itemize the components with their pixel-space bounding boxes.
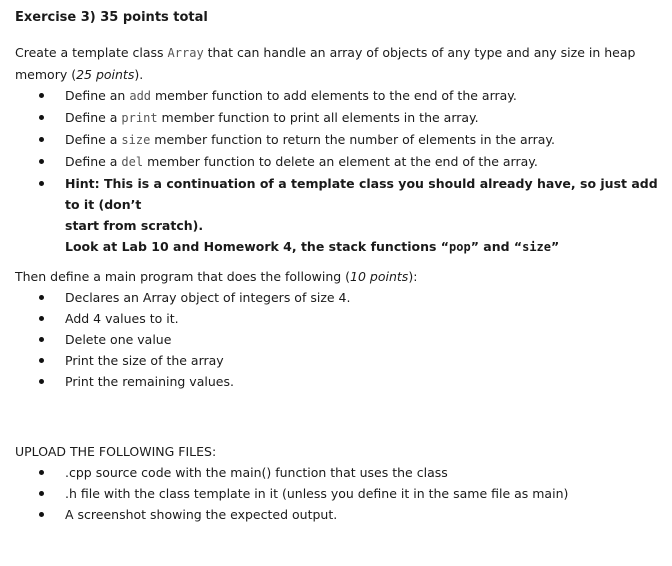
bullet-icon [39, 358, 44, 363]
exercise-title: Exercise 3) 35 points total [15, 10, 208, 25]
item-text: Add 4 values to it. [65, 311, 179, 326]
item-text: Define an [65, 88, 130, 103]
hint-text: Hint: This is a continuation of a template class you should already have, so just add to it (don’t [65, 176, 658, 212]
intro-text: ). [134, 67, 144, 82]
list-item [15, 350, 665, 371]
bullet-icon [39, 491, 44, 496]
hint-text: Look at Lab 10 and Homework 4, the stack functions “ [65, 239, 449, 254]
item-text: Declares an Array object of integers of size 4. [65, 290, 351, 305]
item-text: Print the size of the array [65, 353, 224, 368]
upload-list [15, 462, 665, 525]
intro-text: that can handle an array of objects of any type and any size in heap memory ( [15, 45, 636, 82]
item-code: print [121, 111, 158, 125]
item-text: Define a [65, 154, 122, 169]
main-program-text: ): [408, 269, 418, 284]
item-text: member function to return the number of elements in the array. [150, 132, 555, 147]
bullet-icon [39, 470, 44, 475]
hint-text: start from scratch). [65, 218, 204, 233]
hint-text: ” [551, 239, 560, 254]
bullet-icon [39, 512, 44, 517]
list-item [15, 483, 665, 504]
list-item [15, 504, 665, 525]
item-text: Define a [65, 132, 122, 147]
item-text: member function to delete an element at the end of the array. [143, 154, 538, 169]
list-item [15, 371, 665, 392]
item-code: del [121, 155, 144, 169]
requirements-list [15, 85, 665, 258]
item-text: Delete one value [65, 332, 172, 347]
main-program-points: 10 points [350, 269, 409, 284]
list-item [15, 308, 665, 329]
upload-title: UPLOAD THE FOLLOWING FILES: [15, 444, 217, 459]
main-program-paragraph [15, 266, 665, 287]
intro-text: Create a template class [15, 45, 168, 60]
item-text: .h file with the class template in it (unless you define it in the same file as main) [65, 486, 569, 501]
item-text: member function to add elements to the end of the array. [151, 88, 517, 103]
main-program-text: Then define a main program that does the following ( [15, 269, 351, 284]
bullet-icon [39, 337, 44, 342]
bullet-icon [39, 181, 44, 186]
hint-item [15, 173, 665, 258]
list-item [15, 129, 665, 151]
list-item [15, 85, 665, 107]
item-text: member function to print all elements in the array. [157, 110, 479, 125]
bullet-icon [39, 379, 44, 384]
bullet-icon [39, 316, 44, 321]
list-item [15, 329, 665, 350]
item-code: size [121, 133, 151, 147]
item-code: add [129, 89, 152, 103]
item-text: Define a [65, 110, 122, 125]
document-page [15, 8, 665, 525]
item-text: .cpp source code with the main() function that uses the class [65, 465, 448, 480]
hint-text: ” and “ [470, 239, 523, 254]
bullet-icon [39, 159, 44, 164]
intro-code: Array [167, 46, 204, 60]
list-item [15, 151, 665, 173]
intro-paragraph [15, 42, 640, 85]
hint-reference [65, 236, 665, 258]
list-item [15, 462, 665, 483]
main-program-list [15, 287, 665, 392]
bullet-icon [39, 295, 44, 300]
bullet-icon [39, 115, 44, 120]
item-text: A screenshot showing the expected output. [65, 507, 338, 522]
hint-code: size [522, 240, 552, 254]
bullet-icon [39, 137, 44, 142]
list-item [15, 287, 665, 308]
intro-points: 25 points [76, 67, 135, 82]
list-item [15, 107, 665, 129]
bullet-icon [39, 93, 44, 98]
item-text: Print the remaining values. [65, 374, 234, 389]
hint-code: pop [449, 240, 471, 254]
